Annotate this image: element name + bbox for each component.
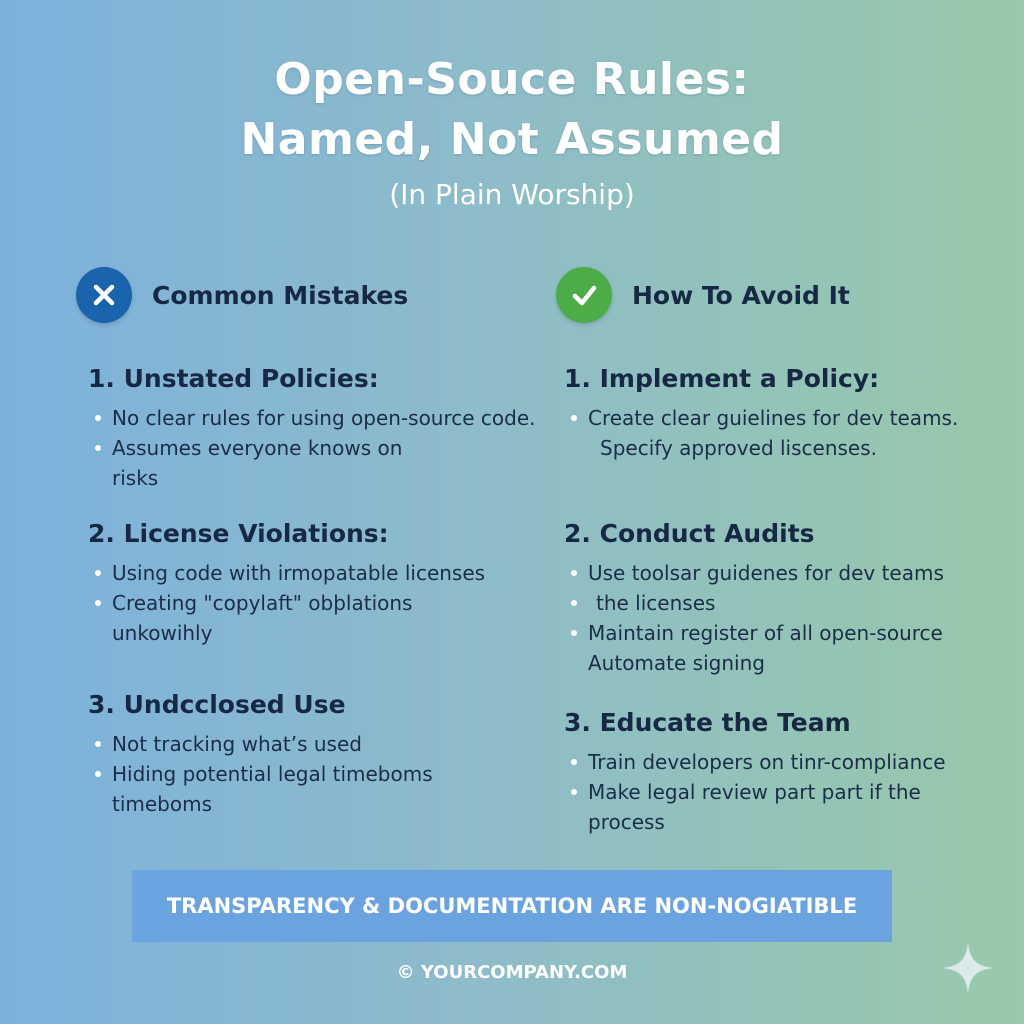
- list-item: the licenses: [564, 588, 944, 618]
- avoid-section-1: [564, 363, 958, 463]
- section-title: 1. Unstated Policies:: [88, 364, 379, 393]
- list-item: No clear rules for using open-source code.: [88, 403, 536, 433]
- page-title: [0, 50, 1024, 170]
- mistake-section-2: [88, 518, 485, 648]
- mistake-section-1: [88, 363, 536, 493]
- list-item: Using code with irmopatable licenses: [88, 558, 485, 588]
- list-item: Assumes everyone knows on: [88, 433, 536, 463]
- list-item: Use toolsar guidenes for dev teams: [564, 558, 944, 588]
- avoid-heading: How To Avoid It: [632, 280, 850, 310]
- section-title: 3. Educate the Team: [564, 708, 851, 737]
- list-item-continuation: timeboms: [112, 792, 213, 816]
- list-item-continuation: Specify approved liscenses.: [600, 436, 878, 460]
- avoid-header: [556, 266, 850, 324]
- mistake-section-3: [88, 689, 433, 819]
- list-item: Create clear guielines for dev teams.: [564, 403, 958, 433]
- list-item: Maintain register of all open-source: [564, 618, 944, 648]
- avoid-section-2: [564, 518, 944, 678]
- list-item: Creating "copylaft" obþlations: [88, 588, 485, 618]
- footer-copyright: © YOURCOMPANY.COM: [396, 962, 628, 983]
- list-item: Make legal review part part if the: [564, 777, 946, 807]
- section-title: 2. Conduct Audits: [564, 519, 815, 548]
- list-item-continuation: unkowihly: [112, 621, 213, 645]
- list-item-continuation: process: [588, 810, 665, 834]
- list-item: Hiding potential legal timeboms: [88, 759, 433, 789]
- title-line-1: Open-Souce Rules:: [274, 54, 750, 105]
- section-title: 3. Undcclosed Use: [88, 690, 346, 719]
- list-item: Train developers on tinr-compliance: [564, 747, 946, 777]
- list-item-continuation: risks: [112, 466, 159, 490]
- subtitle: (In Plain Worship): [389, 178, 635, 211]
- mistakes-header: [76, 266, 408, 324]
- mistakes-heading: Common Mistakes: [152, 280, 409, 310]
- x-icon: [76, 267, 132, 323]
- check-icon: [556, 267, 612, 323]
- banner-text: TRANSPARENCY & DOCUMENTATION ARE NON-NOGIATIBLE: [166, 894, 858, 918]
- sparkle-icon: [940, 940, 996, 996]
- title-line-2: Named, Not Assumed: [240, 114, 784, 165]
- callout-banner: [132, 870, 892, 942]
- section-title: 2. License Violations:: [88, 519, 389, 548]
- avoid-section-3: [564, 707, 946, 837]
- list-item-continuation: Automate signing: [588, 651, 765, 675]
- list-item: Not tracking what’s used: [88, 729, 433, 759]
- section-title: 1. Implement a Policy:: [564, 364, 880, 393]
